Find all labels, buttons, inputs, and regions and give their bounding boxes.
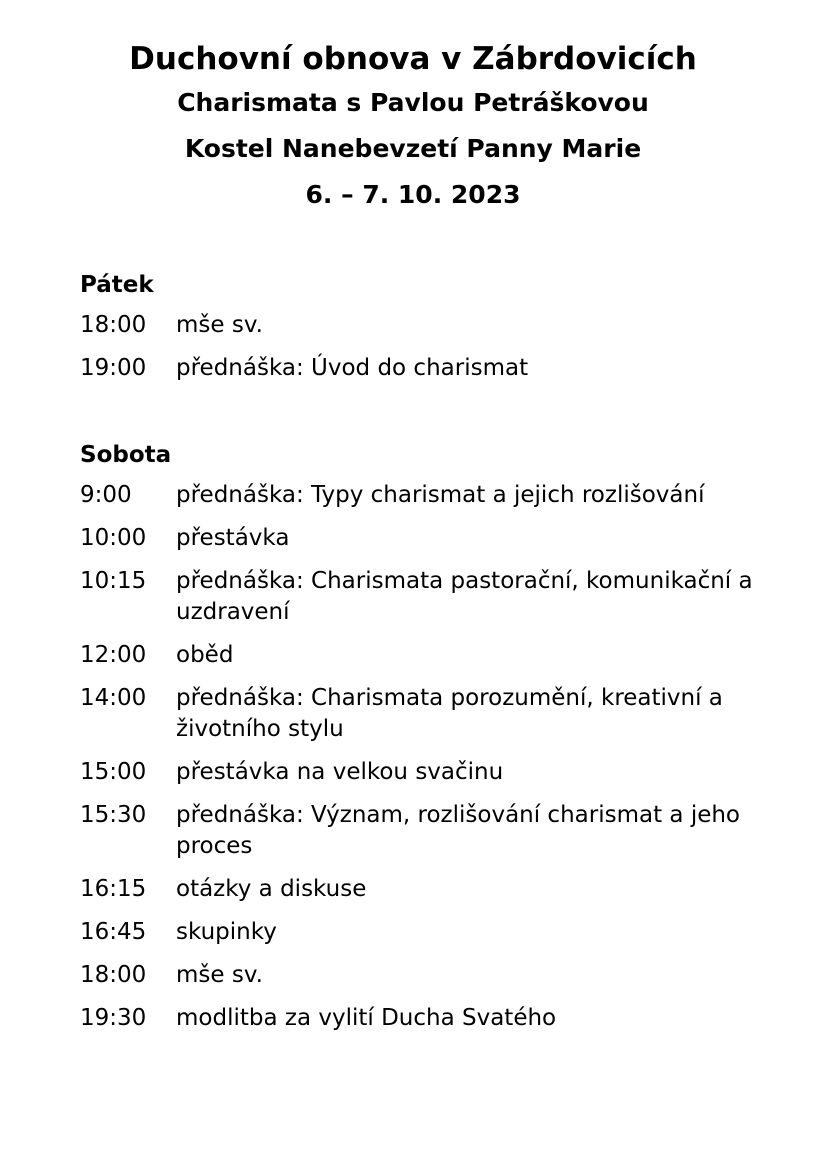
entry-activity: mše sv. [176,962,263,988]
entry-activity: přednáška: Typy charismat a jejich rozlišování [176,482,705,508]
entry-activity: přednáška: Charismata pastorační, komunikační a uzdravení [176,568,753,625]
schedule-entry [80,683,780,745]
entry-activity: modlitba za vylití Ducha Svatého [176,1005,557,1031]
entry-time: 15:00 [80,759,147,785]
schedule-entry [80,353,780,384]
entry-time: 16:45 [80,919,147,945]
schedule-entry [80,523,780,554]
schedule-entry [80,1003,780,1034]
schedule-entry [80,800,780,862]
header [0,38,826,218]
page-title: Duchovní obnova v Zábrdovicích [129,41,697,77]
entry-activity: přestávka [176,525,290,551]
friday-schedule [80,270,780,396]
entry-time: 9:00 [80,482,132,508]
entry-time: 14:00 [80,685,147,711]
entry-activity: skupinky [176,919,277,945]
venue: Kostel Nanebevzetí Panny Marie [184,134,642,163]
entry-activity: mše sv. [176,312,263,338]
subtitle: Charismata s Pavlou Petráškovou [177,88,649,117]
schedule-entry [80,757,780,788]
entry-time: 16:15 [80,876,147,902]
entry-time: 10:15 [80,568,147,594]
entry-activity: oběd [176,642,234,668]
entry-activity: přednáška: Význam, rozlišování charismat a jeho proces [176,802,741,859]
event-dates: 6. – 7. 10. 2023 [305,180,521,209]
saturday-schedule [80,440,780,1046]
entry-time: 18:00 [80,962,147,988]
entry-time: 19:00 [80,355,147,381]
schedule-entry [80,310,780,341]
entry-activity: přestávka na velkou svačinu [176,759,504,785]
schedule-entry [80,480,780,511]
entry-time: 15:30 [80,802,147,828]
schedule-entry [80,566,780,628]
schedule-entry [80,960,780,991]
day-heading-friday: Pátek [80,272,154,298]
day-heading-saturday: Sobota [80,442,172,468]
entry-time: 19:30 [80,1005,147,1031]
entry-time: 12:00 [80,642,147,668]
schedule-entry [80,640,780,671]
entry-time: 10:00 [80,525,147,551]
entry-activity: přednáška: Charismata porozumění, kreativní a životního stylu [176,685,723,742]
entry-time: 18:00 [80,312,147,338]
schedule-entry [80,917,780,948]
entry-activity: přednáška: Úvod do charismat [176,355,529,381]
schedule-entry [80,874,780,905]
entry-activity: otázky a diskuse [176,876,367,902]
